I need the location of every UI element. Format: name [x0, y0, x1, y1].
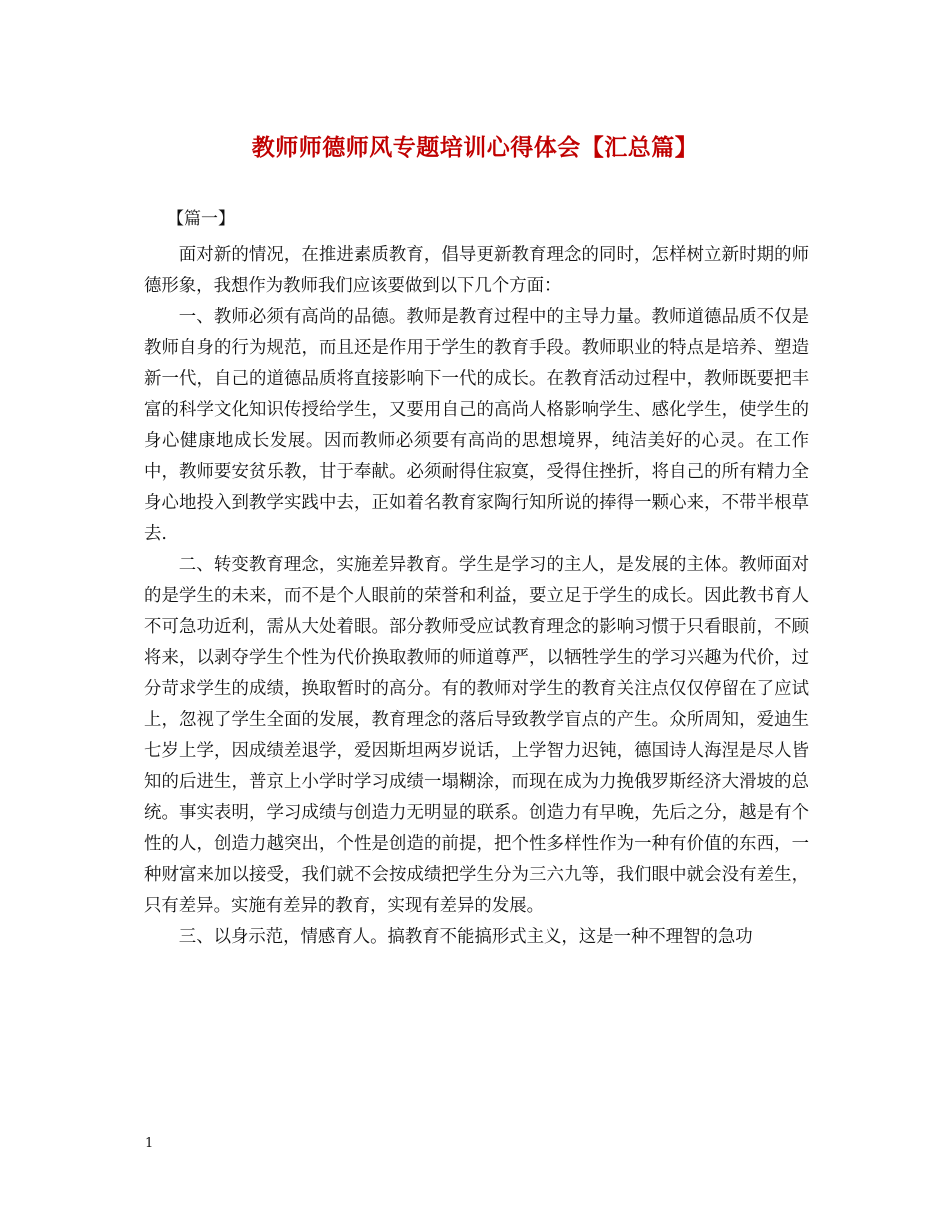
paragraph-point-one: 一、教师必须有高尚的品德。教师是教育过程中的主导力量。教师道德品质不仅是教师自身的行为规范，而且还是作用于学生的教育手段。教师职业的特点是培养、塑造新一代，自己的道德品质将直接影响下一代的成长。在教育活动过程中，教师既要把丰富的科学文化知识传授给学生，又要用自己的高尚人格影响学生、感化学生，使学生的身心健康地成长发展。因而教师必须要有高尚的思想境界，纯洁美好的心灵。在工作中，教师要安贫乐教，甘于奉献。必须耐得住寂寞，受得住挫折，将自己的所有精力全身心地投入到教学实践中去，正如着名教育家陶行知所说的捧得一颗心来，不带半根草去. — [144, 307, 809, 544]
paragraph-point-two: 二、转变教育理念，实施差异教育。学生是学习的主人，是发展的主体。教师面对的是学生的未来，而不是个人眼前的荣誉和利益，要立足于学生的成长。因此教书育人不可急功近利，需从大处着眼。部分教师受应试教育理念的影响习惯于只看眼前，不顾将来，以剥夺学生个性为代价换取教师的师道尊严，以牺牲学生的学习兴趣为代价，过分苛求学生的成绩，换取暂时的高分。有的教师对学生的教育关注点仅仅停留在了应试上，忽视了学生全面的发展，教育理念的落后导致教学盲点的产生。众所周知，爱迪生七岁上学，因成绩差退学，爱因斯坦两岁说话，上学智力迟钝，德国诗人海涅是尽人皆知的后进生，普京上小学时学习成绩一塌糊涂，而现在成为力挽俄罗斯经济大滑坡的总统。事实表明，学习成绩与创造力无明显的联系。创造力有早晚，先后之分，越是有个性的人，创造力越突出，个性是创造的前提，把个性多样性作为一种有价值的东西，一种财富来加以接受，我们就不会按成绩把学生分为三六九等，我们眼中就会没有差生，只有差异。实施有差异的教育，实现有差异的发展。 — [144, 555, 809, 916]
section-label: 【篇一】 — [167, 209, 235, 229]
paragraph-point-three: 三、以身示范，情感育人。搞教育不能搞形式主义，这是一种不理智的急功 — [178, 927, 753, 947]
document-title: 教师师德师风专题培训心得体会【汇总篇】 — [251, 134, 699, 161]
intro-paragraph: 面对新的情况，在推进素质教育，倡导更新教育理念的同时，怎样树立新时期的师德形象，我想作为教师我们应该要做到以下几个方面： — [144, 245, 809, 296]
page-number: 1 — [145, 1136, 154, 1151]
document-body — [144, 240, 809, 953]
